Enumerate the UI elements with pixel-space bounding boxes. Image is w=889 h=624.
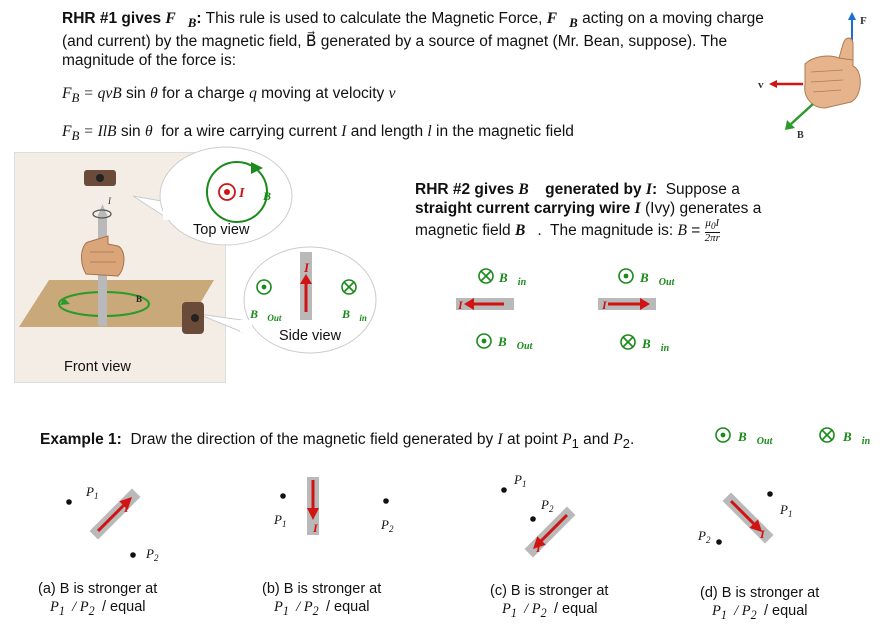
case-c-p2-point <box>530 516 536 522</box>
rhr1-hand-figure <box>755 4 885 144</box>
side-view-current-label: I <box>304 260 310 275</box>
rhr2-right-bout: $B⃗_{Out}$ <box>640 270 675 288</box>
case-d-p1-label: $P_1$ <box>780 502 793 519</box>
rhr1-equation-2: $F_B$ = IlB sin θ for a wire carrying current I and length l in the magnetic field <box>62 123 574 144</box>
case-d-p1-point <box>767 491 773 497</box>
rhr1-paragraph <box>62 9 802 70</box>
case-d-p2-label: $P_2$ <box>698 528 711 545</box>
case-d-diagram <box>692 484 812 564</box>
case-a-caption: (a) B is stronger at $P_1 / P_2$ / equal <box>38 581 158 618</box>
case-b-caption: (b) B is stronger at $P_1 / P_2$ / equal <box>262 581 382 618</box>
svg-text:B: B <box>136 294 143 304</box>
svg-text:I: I <box>108 196 111 206</box>
rhr2-line3: magnetic field B⃗. The magnitude is: B = $\frac{\mu_0I}{2\pi r}$ <box>415 217 720 245</box>
top-view-field-label: B⃗ <box>263 189 281 203</box>
rhr2-wire-diagram <box>452 262 692 358</box>
case-c-p1-label: $P_1$ <box>514 472 527 489</box>
case-c-current: I <box>536 541 541 555</box>
rhr2-line2: straight current carrying wire I (Ivy) generates a <box>415 200 762 217</box>
rhr2-right-bin: $B⃗_{in}$ <box>642 336 670 354</box>
case-a-current: I <box>124 501 129 515</box>
rhr1-line3: magnitude of the force is: <box>62 52 237 70</box>
case-b-p2-point <box>383 498 389 504</box>
rhr2-right-current: I <box>602 298 607 312</box>
rhr1-line1: RHR #1 gives $F⃗_B$: This rule is used to calculate the Magnetic Force, $F⃗_B$ acting on a moving charge <box>62 10 764 31</box>
legend-bin: $B⃗_{in}$ <box>843 429 871 447</box>
case-b-p1-point <box>280 493 286 499</box>
side-view-bin-label: $B⃗_{in}$ <box>342 307 367 323</box>
top-view-current-label: I <box>239 186 245 201</box>
case-d-current: I <box>760 527 765 541</box>
rhr2-paragraph <box>415 180 885 244</box>
case-a-p1-point <box>66 499 72 505</box>
case-b-p2-label: $P_2$ <box>381 517 394 534</box>
rhr2-left-bin: $B⃗_{in}$ <box>499 270 527 288</box>
rhr1-line2: (and current) by the magnetic field, B⃗ generated by a source of magnet (Mr. Bean, suppose). The <box>62 33 728 51</box>
case-b-p1-label: $P_1$ <box>274 512 287 529</box>
legend-bout: $B⃗_{Out}$ <box>738 429 773 447</box>
rhr1-equation-1: $F_B$ = qvB sin θ for a charge q moving at velocity v⃗ <box>62 85 408 106</box>
example-title: Example 1: Draw the direction of the magnetic field generated by I at point $P_1$ and $P_2$. <box>40 431 635 452</box>
eye-icon <box>180 300 206 336</box>
rhr2-left-current: I <box>458 298 463 312</box>
rhr2-line1: RHR #2 gives B⃗ generated by I: Suppose a <box>415 181 740 198</box>
front-view-label: Front view <box>64 359 131 375</box>
case-c-caption: (c) B is stronger at $P_1 / P_2$ / equal <box>490 583 609 620</box>
force-vector-label: F⃗ <box>860 15 876 27</box>
case-c-p1-point <box>501 487 507 493</box>
side-view-bout-label: $B⃗_{Out}$ <box>250 307 282 323</box>
case-a-p2-point <box>130 552 136 558</box>
case-a-p2-label: $P_2$ <box>146 546 159 563</box>
case-d-caption: (d) B is stronger at $P_1 / P_2$ / equal <box>700 585 820 622</box>
case-a-diagram <box>60 476 180 566</box>
case-c-p2-label: $P_2$ <box>541 497 554 514</box>
case-d-p2-point <box>716 539 722 545</box>
case-c-diagram <box>494 470 604 560</box>
case-b-current: I <box>313 521 318 535</box>
top-view-label: Top view <box>193 222 250 238</box>
rhr2-left-bout: $B⃗_{Out}$ <box>498 334 533 352</box>
side-view-label: Side view <box>279 328 342 344</box>
case-a-p1-label: $P_1$ <box>86 484 99 501</box>
case-b-diagram <box>260 474 410 544</box>
example-legend <box>712 424 882 452</box>
velocity-vector-label: v⃗ <box>758 79 773 91</box>
field-vector-label: B⃗ <box>797 130 812 141</box>
